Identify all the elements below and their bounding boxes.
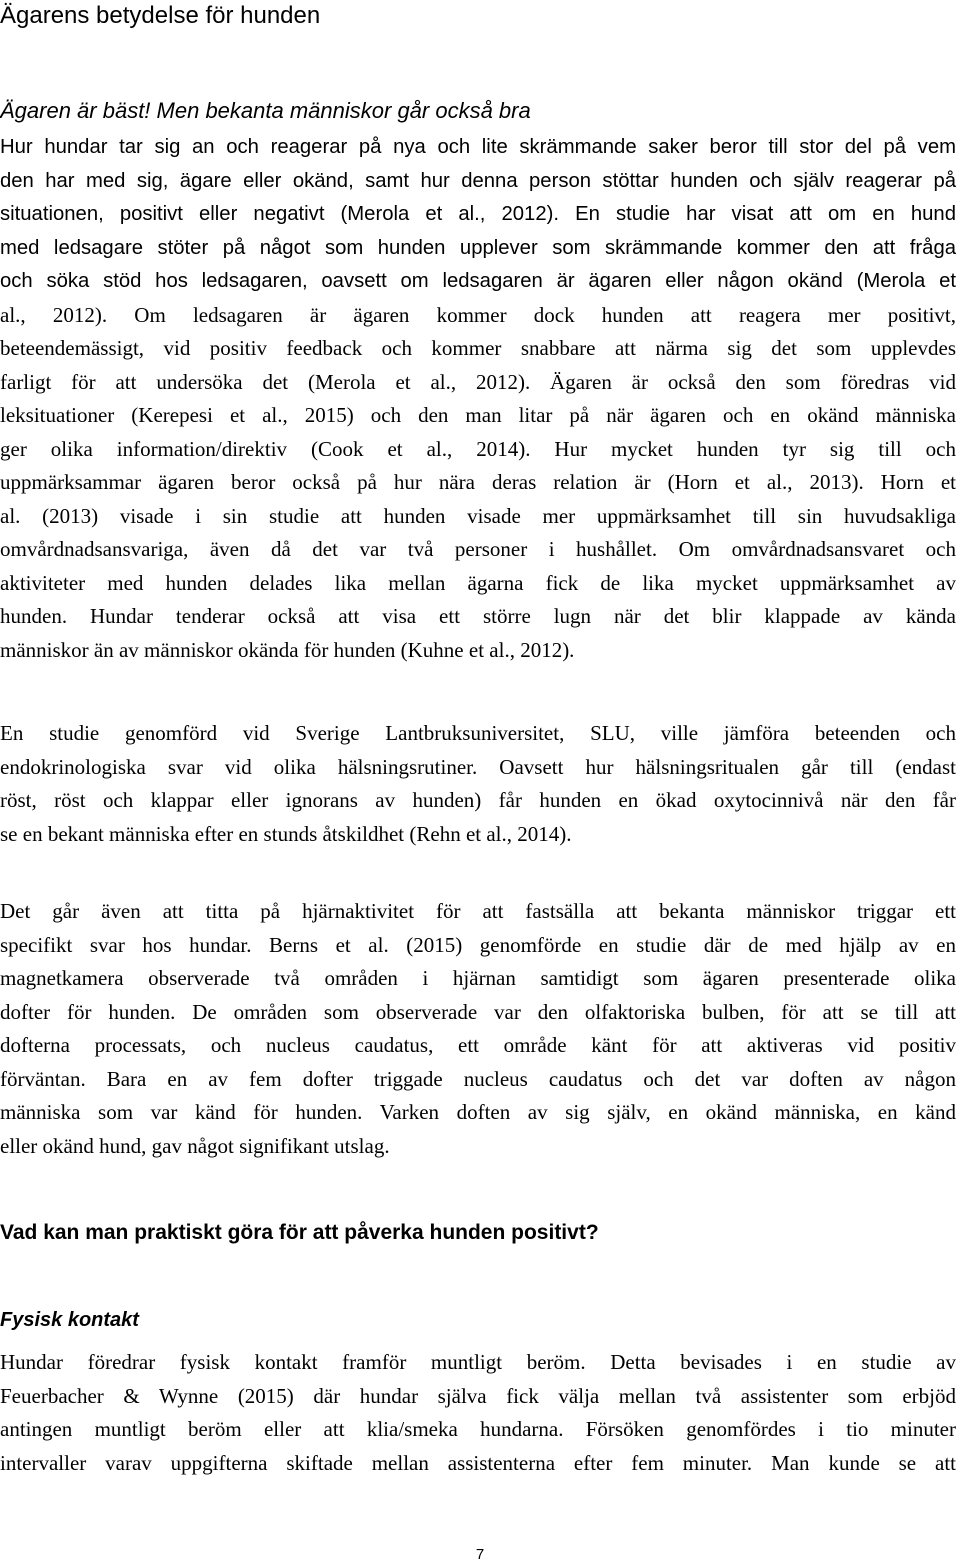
text-line: med ledsagare stöter på något som hunden upplever som skrämmande kommer den att fråga [0,236,956,259]
text-line: röst, röst och klappar eller ignorans av hunden) får hunden en ökad oxytocinnivå när den får [0,788,956,812]
text-line: En studie genomförd vid Sverige Lantbruksuniversitet, SLU, ville jämföra beteenden och [0,721,956,745]
text-line: aktiviteter med hunden delades lika mellan ägarna fick de lika mycket uppmärksamhet av [0,570,956,595]
text-line: och söka stöd hos ledsagaren, oavsett om ledsagaren är ägaren eller någon okänd (Merola et [0,270,956,292]
paragraph-brain-activity [0,895,956,1163]
text-line: dofterna processats, och nucleus caudatus, ett område känt för att aktiveras vid positiv [0,1033,956,1057]
text-line: leksituationer (Kerepesi et al., 2015) och den man litar på när ägaren och en okänd människa [0,403,956,427]
text-line: hunden. Hundar tenderar också att visa ett större lugn när det blir klappade av kända [0,604,956,628]
text-line: se en bekant människa efter en stunds åtskildhet (Rehn et al., 2014). [0,821,572,846]
paragraph-physical-contact [0,1346,956,1480]
text-line: Hur hundar tar sig an och reagerar på nya och lite skrämmande saker beror till stor del på vem [0,136,956,158]
text-line: situationen, positivt eller negativt (Merola et al., 2012). En studie har visat att om en hund [0,203,956,225]
page-number: 7 [475,1546,485,1563]
text-line: Hundar föredrar fysisk kontakt framför muntligt beröm. Detta bevisades i en studie av [0,1350,956,1374]
page-heading: Ägarens betydelse för hunden [0,2,321,29]
text-line: al. (2013) visade i sin studie att hunden visade mer uppmärksamhet till sin huvudsakliga [0,503,956,528]
text-line: ger olika information/direktiv (Cook et al., 2014). Hur mycket hunden tyr sig till och [0,436,956,461]
text-line: den har med sig, ägare eller okänd, samt hur denna person stöttar hunden och själv reagerar på [0,169,956,192]
text-line: endokrinologiska svar vid olika hälsningsrutiner. Oavsett hur hälsningsritualen går till (endast [0,754,956,779]
text-line: uppmärksammar ägaren beror också på hur nära deras relation är (Horn et al., 2013). Horn et [0,470,956,494]
paragraph-slu-study [0,717,956,851]
section-heading-practical: Vad kan man praktiskt göra för att påverka hunden positivt? [0,1221,599,1244]
section-heading-owner: Ägaren är bäst! Men bekanta människor går också bra [0,98,531,123]
text-line: intervaller varav uppgifterna skiftade mellan assistenterna efter fem minuter. Man kunde se att [0,1450,956,1475]
text-line: farligt för att undersöka det (Merola et al., 2012). Ägaren är också den som föredras vid [0,369,956,394]
text-line: förväntan. Bara en av fem dofter triggade nucleus caudatus och det var doften av någon [0,1066,956,1091]
text-line: dofter för hunden. De områden som observerade var den olfaktoriska bulben, för att se till att [0,999,956,1024]
paragraph-owner-influence [0,131,956,667]
text-line: Det går även att titta på hjärnaktivitet för att fastsälla att bekanta människor triggar ett [0,899,956,923]
text-line: Feuerbacher & Wynne (2015) där hundar själva fick välja mellan två assistenter som erbjöd [0,1383,956,1408]
text-line: eller okänd hund, gav något signifikant utslag. [0,1133,390,1158]
text-line: magnetkamera observerade två områden i hjärnan samtidigt som ägaren presenterade olika [0,966,956,990]
text-line: människa som var känd för hunden. Varken doften av sig själv, en okänd människa, en känd [0,1100,956,1124]
text-line: specifikt svar hos hundar. Berns et al. (2015) genomförde en studie där de med hjälp av en [0,932,956,957]
text-line: människor än av människor okända för hunden (Kuhne et al., 2012). [0,637,575,662]
subsection-heading-physical-contact: Fysisk kontakt [0,1309,139,1331]
text-line: al., 2012). Om ledsagaren är ägaren kommer dock hunden att reagera mer positivt, [0,302,956,327]
text-line: omvårdnadsansvariga, även då det var två personer i hushållet. Om omvårdnadsansvaret och [0,537,956,561]
text-line: antingen muntligt beröm eller att klia/smeka hundarna. Försöken genomfördes i tio minuter [0,1417,956,1441]
text-line: beteendemässigt, vid positiv feedback och kommer snabbare att närma sig det som upplevdes [0,336,956,360]
